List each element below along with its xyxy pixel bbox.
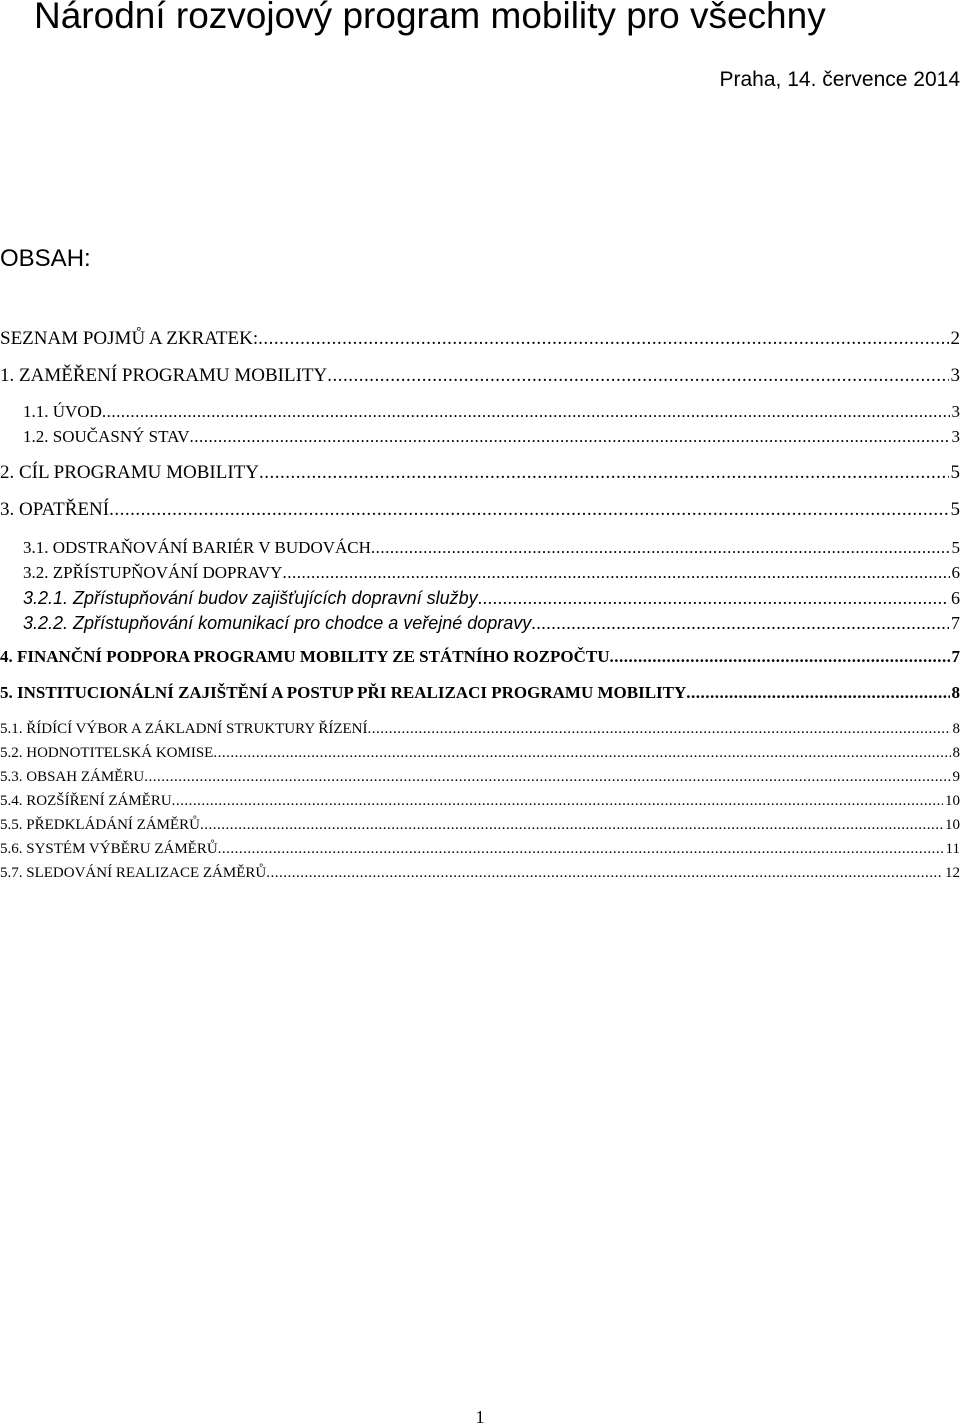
toc-entry-text: 3. OPATŘENÍ: [0, 499, 110, 520]
document-date: Praha, 14. července 2014: [719, 68, 960, 91]
toc-entry-text: 3.2. ZPŘÍSTUPŇOVÁNÍ DOPRAVY: [23, 563, 283, 582]
toc-entry-5[interactable]: [0, 682, 960, 704]
toc-entry-page: 2: [950, 328, 960, 349]
toc-entry-4[interactable]: [0, 646, 960, 668]
toc-entry-5-1[interactable]: [0, 719, 960, 739]
toc-entry-3-2[interactable]: [23, 562, 960, 584]
toc-leader-dots: [259, 461, 949, 485]
toc-entry-page: 7: [951, 613, 960, 633]
toc-entry-page: 8: [952, 721, 960, 737]
toc-leader-dots: [610, 646, 950, 668]
toc-entry-page: 6: [951, 563, 960, 582]
toc-entry-page: 3: [951, 427, 960, 446]
toc-entry-5-6[interactable]: [0, 839, 960, 859]
toc-entry-text: 5.7. SLEDOVÁNÍ REALIZACE ZÁMĚRŮ: [0, 865, 267, 881]
toc-leader-dots: [282, 562, 949, 584]
toc-entry-5-5[interactable]: [0, 815, 960, 835]
toc-leader-dots: [368, 719, 951, 739]
toc-entry-text: 5.2. HODNOTITELSKÁ KOMISE: [0, 745, 214, 761]
toc-leader-dots: [218, 839, 944, 859]
toc-entry-page: 11: [945, 841, 960, 857]
toc-entry-page: 9: [952, 769, 960, 785]
toc-leader-dots: [371, 537, 950, 559]
toc-leader-dots: [200, 815, 943, 835]
toc-leader-dots: [213, 743, 950, 763]
toc-entry-page: 3: [950, 365, 960, 386]
toc-entry-1-1[interactable]: [23, 401, 960, 423]
toc-entry-5-2[interactable]: [0, 743, 960, 763]
toc-entry-text: 1. ZAMĚŘENÍ PROGRAMU MOBILITY: [0, 365, 328, 386]
toc-entry-page: 6: [951, 588, 960, 608]
toc-entry-text: 5.5. PŘEDKLÁDÁNÍ ZÁMĚRŮ: [0, 817, 200, 833]
toc-leader-dots: [266, 863, 943, 883]
toc-entry-5-3[interactable]: [0, 767, 960, 787]
toc-entry-5-7[interactable]: [0, 863, 960, 883]
toc-leader-dots: [531, 611, 949, 635]
toc-entry-text: SEZNAM POJMŮ A ZKRATEK:: [0, 328, 259, 349]
toc-entry-page: 7: [951, 647, 960, 666]
toc-leader-dots: [144, 767, 950, 787]
toc-entry-5-4[interactable]: [0, 791, 960, 811]
toc-entry-text: 5. INSTITUCIONÁLNÍ ZAJIŠTĚNÍ A POSTUP PŘI REALIZACI PROGRAMU MOBILITY: [0, 683, 687, 702]
toc-entry-text: 5.1. ŘÍDÍCÍ VÝBOR A ZÁKLADNÍ STRUKTURY ŘÍZENÍ: [0, 721, 368, 737]
toc-entry-text: 5.6. SYSTÉM VÝBĚRU ZÁMĚRŮ: [0, 841, 218, 857]
toc-entry-page: 8: [951, 683, 960, 702]
page-number: 1: [475, 1407, 485, 1427]
toc-leader-dots: [189, 426, 949, 448]
toc-entry-text: 5.3. OBSAH ZÁMĚRU: [0, 769, 145, 785]
toc-entry-text: 4. FINANČNÍ PODPORA PROGRAMU MOBILITY ZE STÁTNÍHO ROZPOČTU: [0, 647, 610, 666]
toc-entry-2[interactable]: [0, 461, 960, 485]
toc-entry-text: 2. CÍL PROGRAMU MOBILITY: [0, 462, 259, 483]
toc-leader-dots: [258, 327, 948, 351]
toc-leader-dots: [478, 586, 949, 610]
toc-entry-text: 3.1. ODSTRAŇOVÁNÍ BARIÉR V BUDOVÁCH: [23, 538, 371, 557]
toc-entry-1-2[interactable]: [23, 426, 960, 448]
toc-entry-text: 1.1. ÚVOD: [23, 402, 102, 421]
toc-entry-page: 12: [945, 865, 960, 881]
toc-entry-3[interactable]: [0, 498, 960, 522]
contents-heading: OBSAH:: [0, 245, 91, 272]
toc-entry-3-2-1[interactable]: [23, 586, 960, 610]
toc-entry-page: 8: [952, 745, 960, 761]
toc-entry-text: 3.2.1. Zpřístupňování budov zajišťujících dopravní služby: [23, 588, 478, 608]
toc-entry-seznam-pojmu[interactable]: [0, 327, 960, 351]
toc-leader-dots: [109, 498, 948, 522]
toc-entry-1[interactable]: [0, 364, 960, 388]
toc-entry-page: 5: [950, 499, 960, 520]
toc-entry-3-1[interactable]: [23, 537, 960, 559]
toc-entry-page: 10: [945, 793, 960, 809]
toc-entry-text: 1.2. SOUČASNÝ STAV: [23, 427, 190, 446]
toc-entry-page: 5: [950, 462, 960, 483]
toc-leader-dots: [172, 791, 943, 811]
document-title: Národní rozvojový program mobility pro všechny: [34, 0, 826, 36]
toc-leader-dots: [686, 682, 949, 704]
toc-entry-page: 10: [945, 817, 960, 833]
toc-leader-dots: [327, 364, 948, 388]
toc-entry-page: 3: [951, 402, 960, 421]
toc-entry-page: 5: [951, 538, 960, 557]
toc-entry-3-2-2[interactable]: [23, 611, 960, 635]
toc-entry-text: 5.4. ROZŠÍŘENÍ ZÁMĚRU: [0, 793, 172, 809]
toc-leader-dots: [102, 401, 950, 423]
toc-entry-text: 3.2.2. Zpřístupňování komunikací pro chodce a veřejné dopravy: [23, 613, 532, 633]
